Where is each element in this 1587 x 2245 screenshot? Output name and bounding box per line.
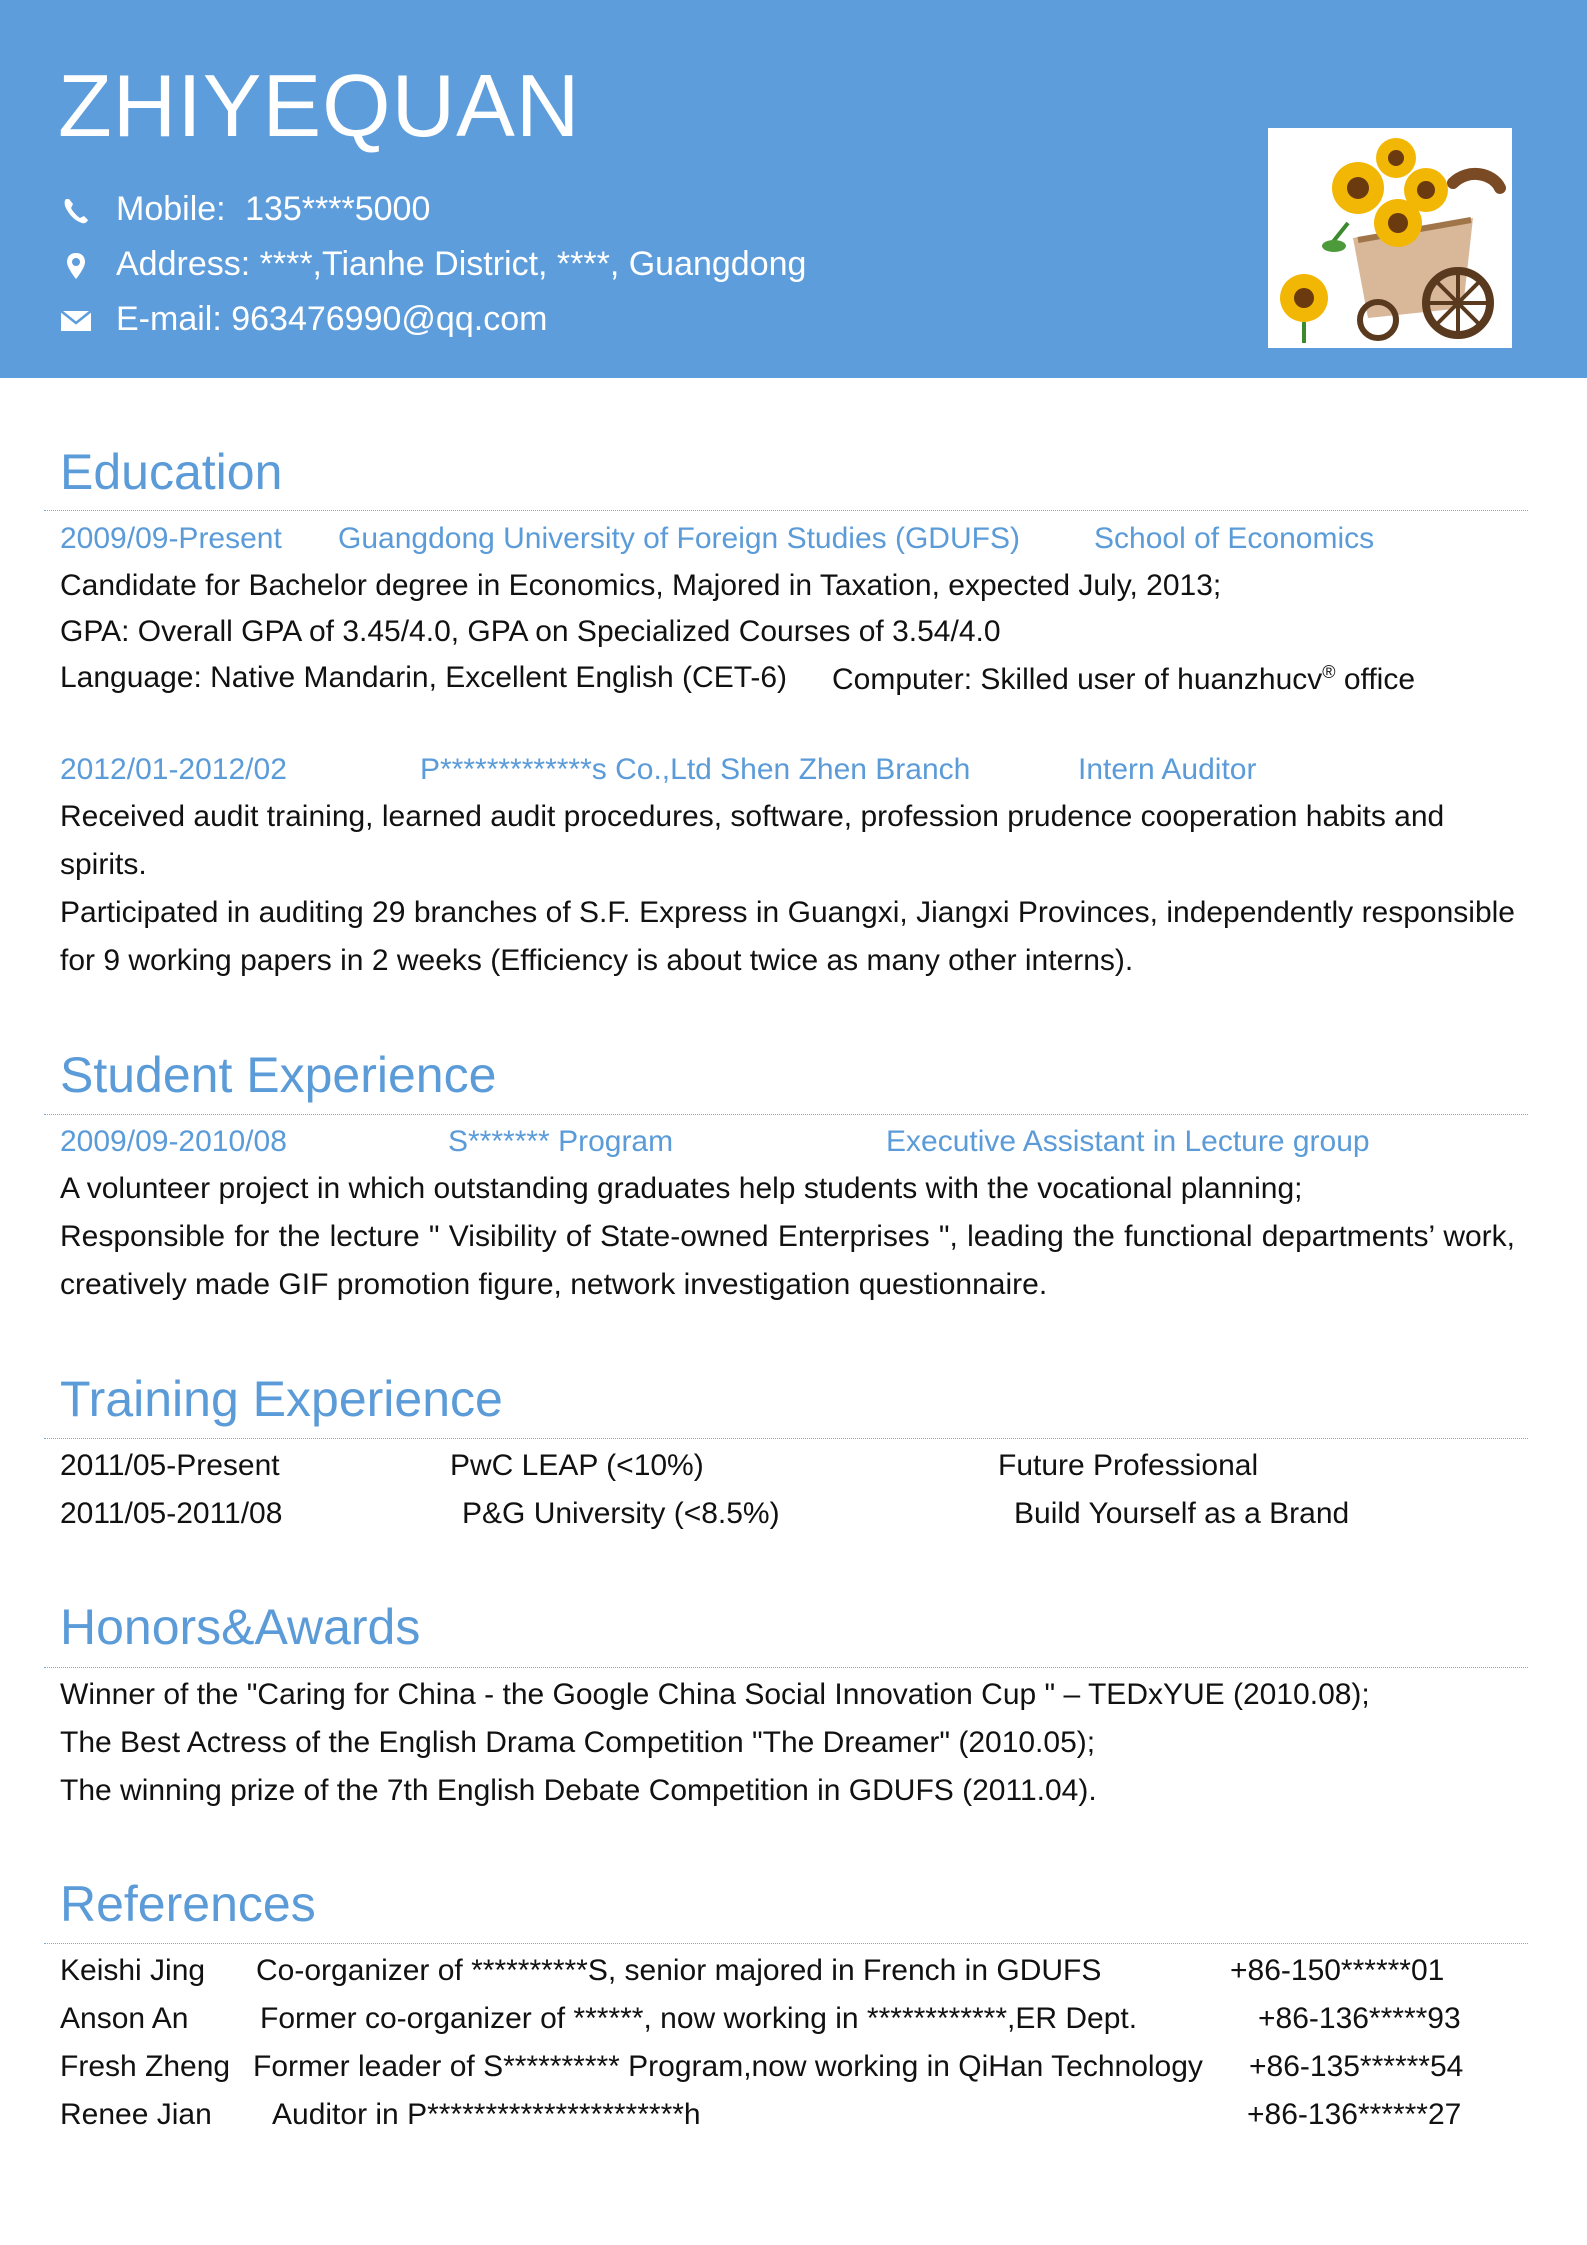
training-program: P&G University (<8.5%)	[462, 1497, 780, 1530]
entry-date: 2009/09-2010/08	[60, 1125, 287, 1158]
section-divider	[44, 1114, 1528, 1115]
honor-item: The Best Actress of the English Drama Competition "The Dreamer" (2010.05);	[60, 1726, 1096, 1759]
section-divider	[44, 1438, 1528, 1439]
language-skill: Language: Native Mandarin, Excellent English (CET-6)	[60, 661, 788, 694]
honor-item: The winning prize of the 7th English Debate Competition in GDUFS (2011.04).	[60, 1774, 1097, 1807]
reference-phone: +86-136*****93	[1258, 2002, 1461, 2035]
contact-address	[58, 247, 806, 284]
address-text: Address: ****,Tianhe District, ****, Guangdong	[116, 245, 807, 283]
section-divider	[44, 510, 1528, 511]
section-divider	[44, 1667, 1528, 1668]
training-date: 2011/05-Present	[60, 1449, 280, 1482]
training-description: Build Yourself as a Brand	[1014, 1497, 1350, 1530]
entry-program: S******* Program	[448, 1125, 674, 1158]
entry-school: Guangdong University of Foreign Studies (GDUFS)	[338, 522, 1020, 555]
reference-description: Former leader of S********** Program,now working in QiHan Technology	[253, 2050, 1203, 2083]
reference-description: Former co-organizer of ******, now working in ************,ER Dept.	[260, 2002, 1138, 2035]
intern-paragraph-1: Received audit training, learned audit procedures, software, profession prudence cooperation habits and spirits.	[60, 800, 1445, 881]
section-title-training-experience: Training Experience	[60, 1371, 503, 1427]
reference-name: Fresh Zheng	[60, 2050, 231, 2083]
location-pin-icon	[58, 248, 94, 284]
reference-name: Anson An	[60, 2002, 189, 2035]
envelope-icon	[58, 303, 94, 339]
entry-date: 2012/01-2012/02	[60, 753, 287, 786]
section-title-honors-awards: Honors&Awards	[60, 1599, 421, 1655]
student-paragraph-2: Responsible for the lecture " Visibility of State-owned Enterprises ", leading the functional departments’ work, creatively made GIF promotion figure, network investigation questionnaire.	[60, 1220, 1515, 1301]
computer-skill-suffix: office	[1335, 663, 1416, 696]
honor-item: Winner of the "Caring for China - the Google China Social Innovation Cup " – TEDxYUE (2010.08);	[60, 1678, 1370, 1711]
entry-role: Intern Auditor	[1078, 753, 1257, 786]
entry-department: School of Economics	[1094, 522, 1375, 555]
reference-phone: +86-135******54	[1249, 2050, 1464, 2083]
candidate-name: ZHIYEQUAN	[58, 56, 581, 155]
reference-description: Co-organizer of **********S, senior majored in French in GDUFS	[256, 1954, 1102, 1987]
mobile-value: 135****5000	[245, 190, 431, 228]
computer-skill-text: Computer: Skilled user of huanzhucv	[832, 663, 1323, 696]
reference-phone: +86-136******27	[1247, 2098, 1462, 2131]
section-title-references: References	[60, 1876, 316, 1932]
entry-date: 2009/09-Present	[60, 522, 282, 555]
email-text: E-mail: 963476990@qq.com	[116, 300, 548, 338]
education-degree-line: Candidate for Bachelor degree in Economics, Majored in Taxation, expected July, 2013;	[60, 569, 1222, 602]
mobile-label: Mobile:	[116, 190, 226, 228]
training-program: PwC LEAP (<10%)	[450, 1449, 704, 1482]
contact-mobile	[58, 192, 430, 229]
reference-phone: +86-150******01	[1230, 1954, 1445, 1987]
reference-name: Keishi Jing	[60, 1954, 206, 1987]
intern-paragraph-2: Participated in auditing 29 branches of S.F. Express in Guangxi, Jiangxi Provinces, independently responsible for 9 working papers in 2 weeks (Efficiency is about twice as many other interns).	[60, 896, 1515, 977]
education-gpa-line: GPA: Overall GPA of 3.45/4.0, GPA on Specialized Courses of 3.54/4.0	[60, 615, 1001, 648]
student-paragraph-1: A volunteer project in which outstanding graduates help students with the vocational planning;	[60, 1172, 1303, 1205]
reference-name: Renee Jian	[60, 2098, 212, 2131]
registered-mark: ®	[1322, 662, 1336, 682]
section-title-education: Education	[60, 444, 283, 500]
training-description: Future Professional	[998, 1449, 1259, 1482]
section-divider	[44, 1943, 1528, 1944]
reference-description: Auditor in P**********************h	[272, 2098, 701, 2131]
profile-photo	[1268, 128, 1512, 348]
entry-role: Executive Assistant in Lecture group	[886, 1125, 1370, 1158]
computer-skill	[832, 663, 1415, 695]
training-date: 2011/05-2011/08	[60, 1497, 283, 1530]
phone-icon	[58, 193, 94, 229]
entry-company: P*************s Co.,Ltd Shen Zhen Branch	[420, 753, 971, 786]
header-banner	[0, 0, 1587, 378]
section-title-student-experience: Student Experience	[60, 1047, 497, 1103]
contact-email	[58, 302, 547, 339]
